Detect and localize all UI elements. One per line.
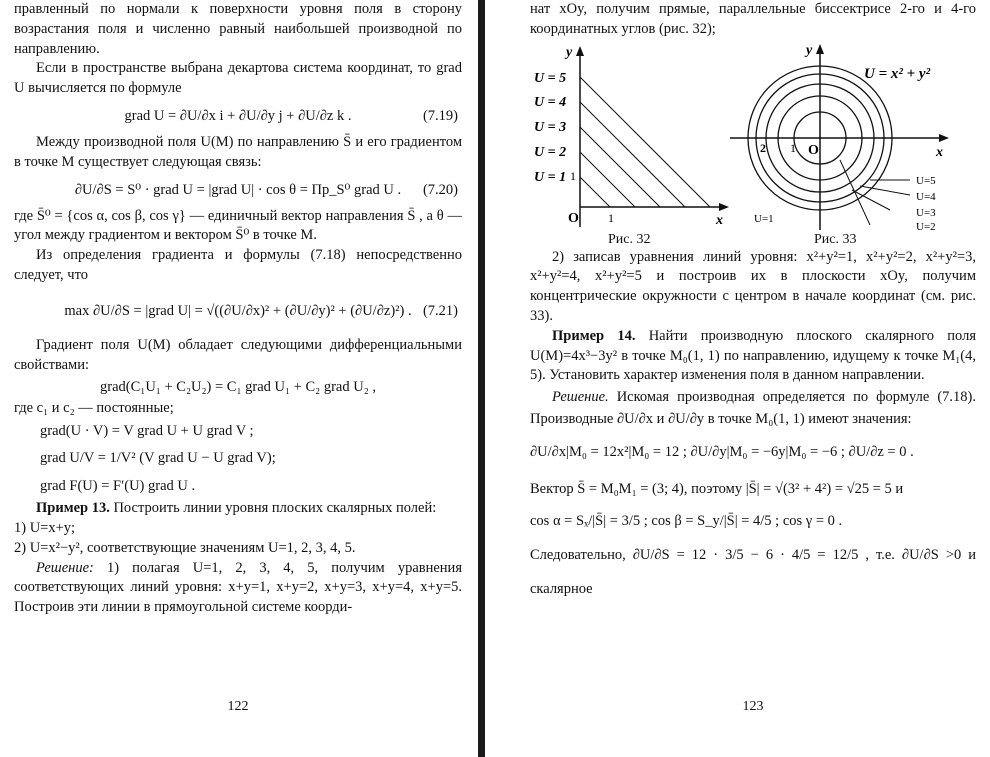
formula-text: max ∂U/∂S = |grad U| = √((∂U/∂x)² + (∂U/∂y)² + (∂U/∂z)²) .: [64, 302, 412, 319]
leader-line: [860, 186, 910, 195]
arrow-icon: [576, 46, 584, 56]
paragraph: 2) записав уравнения линий уровня: x²+y²=1, x²+y²=2, x²+y²=3, x²+y²=4, x²+y²=5 и построив их в плоскости xOy, получим концентрические окружности с центром в начале координат (см. рис. 33).: [530, 248, 976, 324]
tick-label: 1: [790, 140, 796, 155]
left-page: [14, 0, 462, 757]
level-line: [580, 152, 635, 207]
axis-label-x: x: [716, 212, 723, 228]
paragraph: нат xOy, получим прямые, параллельные биссектрисе 2-го и 4-го координатных углов (рис. 32);: [530, 1, 976, 37]
example-text: Найти производную плоского скалярного поля U(M)=4x³−3y² в точке M₀(1, 1) по направлению, идущему к точке M₁(4, 5). Установить характер изменения поля в данном направлении.: [530, 327, 976, 384]
formula-7-20: [14, 173, 462, 207]
paragraph: правленный по нормали к поверхности уровня поля в сторону возрастания поля и численно равный наибольшей производной по направлению.: [14, 1, 462, 57]
arrow-icon: [719, 203, 729, 211]
solution-text: 1) полагая U=1, 2, 3, 4, 5, получим уравнения соответствующих линий уровня: x+y=1, x+y=2, x+y=3, x+y=4, x+y=5. Построив эти линии в прямоугольной системе коорди-: [14, 559, 462, 616]
list-item: 1) U=x+y;: [14, 519, 76, 536]
paragraph: Если в пространстве выбрана декартова система координат, то grad U вычисляется по формуле: [14, 60, 462, 97]
example-label: Пример 14.: [552, 327, 636, 344]
example-text: Построить линии уровня плоских скалярных полей:: [109, 500, 437, 517]
level-label: U=5: [916, 174, 936, 187]
figure-32-caption: Рис. 32: [608, 231, 651, 247]
field-formula: U = x² + y²: [864, 65, 931, 82]
axis-label-y: y: [566, 44, 573, 60]
formula-result: Следовательно, ∂U/∂S = 12 · 3/5 − 6 · 4/5 = 12/5 , т.е. ∂U/∂S >0 и скалярное: [530, 547, 976, 598]
formula-7-19: [14, 99, 462, 133]
formula-text: grad(C₁U₁ + C₂U₂) = C₁ grad U₁ + C₂ grad U₂ ,: [100, 379, 376, 396]
level-label: U=4: [916, 190, 936, 203]
example-label: Пример 13.: [36, 500, 110, 517]
solution-label: Решение:: [36, 559, 94, 576]
axis-label-y: y: [806, 42, 813, 58]
level-label: U=3: [916, 206, 936, 219]
level-label: U=1: [754, 212, 774, 225]
figures-row: [530, 40, 976, 248]
paragraph: Градиент поля U(M) обладает следующими дифференциальными свойствами:: [14, 336, 462, 373]
axis-label-x: x: [936, 144, 943, 160]
solution-label: Решение.: [552, 389, 609, 406]
page-number: 122: [227, 699, 249, 715]
figure-33-caption: Рис. 33: [814, 231, 857, 247]
formula-text: ∂U/∂x|M₀ = 12x²|M₀ = 12 ; ∂U/∂y|M₀ = −6y|M₀ = −6 ; ∂U/∂z = 0 .: [530, 444, 914, 461]
formula-number: (7.21): [422, 302, 458, 319]
level-label: U = 2: [534, 144, 567, 160]
figure-32: [530, 42, 730, 232]
list-item: 2) U=x²−y², соответствующие значениям U=1, 2, 3, 4, 5.: [14, 539, 356, 556]
formula-property-quotient: grad U/V = 1/V² (V grad U − U grad V);: [40, 450, 276, 467]
formula-text: grad U = ∂U/∂x i + ∂U/∂y j + ∂U/∂z k .: [124, 107, 352, 124]
leader-line: [840, 160, 870, 225]
solution-text: Искомая производная определяется по формуле (7.18). Производные ∂U/∂x и ∂U/∂y в точке M₀(1, 1) имеют значения:: [530, 389, 976, 428]
tick-label: 1: [608, 210, 614, 225]
origin-label: O: [808, 142, 819, 158]
origin-label: O: [568, 210, 579, 226]
formula-number: (7.20): [422, 181, 458, 198]
level-label: U = 3: [534, 119, 567, 135]
book-spine: [478, 0, 485, 757]
formula-property-composite: grad F(U) = F′(U) grad U .: [40, 478, 196, 495]
level-label: U = 4: [534, 94, 567, 110]
level-line: [580, 177, 610, 207]
formula-number: (7.19): [422, 107, 458, 124]
level-label: U=2: [916, 220, 936, 230]
solution-13: [14, 559, 462, 618]
formula-7-21: [14, 286, 462, 336]
formula-derivatives: [530, 430, 976, 474]
page-number: 123: [742, 699, 764, 715]
paragraph: где c₁ и c₂ — постоянные;: [14, 400, 174, 417]
level-line: [580, 127, 660, 207]
formula-text: ∂U/∂S = S⁰ · grad U = |grad U| · cos θ = Пр_S⁰ grad U .: [74, 181, 402, 198]
arrow-icon: [816, 44, 824, 54]
paragraph: Из определения градиента и формулы (7.18) непосредственно следует, что: [14, 247, 462, 283]
example-14: [530, 327, 976, 386]
paragraph: Между производной поля U(M) по направлению S̄ и его градиентом в точке M существует следующая связь:: [14, 133, 462, 170]
tick-label: 1: [570, 168, 576, 183]
level-label: U = 1: [534, 169, 567, 185]
formula-cosines: cos α = Sₓ/|S̄| = 3/5 ; cos β = S_y/|S̄| = 4/5 ; cos γ = 0 .: [530, 513, 843, 530]
formula-property-product: grad(U · V) = V grad U + U grad V ;: [40, 423, 254, 440]
solution-14: [530, 386, 976, 430]
paragraph: где S̄⁰ = {cos α, cos β, cos γ} — единичный вектор направления S̄ , а θ — угол между градиентом и вектором S̄⁰ в точке M.: [14, 207, 462, 244]
arrow-icon: [939, 134, 949, 142]
level-line: [580, 77, 710, 207]
level-label: U = 5: [534, 70, 567, 86]
level-line: [580, 102, 685, 207]
formula-property-linear: [14, 375, 462, 399]
example-13: [14, 499, 462, 519]
tick-label: 2: [760, 140, 766, 155]
right-page: [530, 0, 976, 757]
figure-33: [730, 40, 970, 230]
formula-vector: Вектор S̄ = M₀M₁ = (3; 4), поэтому |S̄| = √(3² + 4²) = √25 = 5 и: [530, 481, 904, 498]
